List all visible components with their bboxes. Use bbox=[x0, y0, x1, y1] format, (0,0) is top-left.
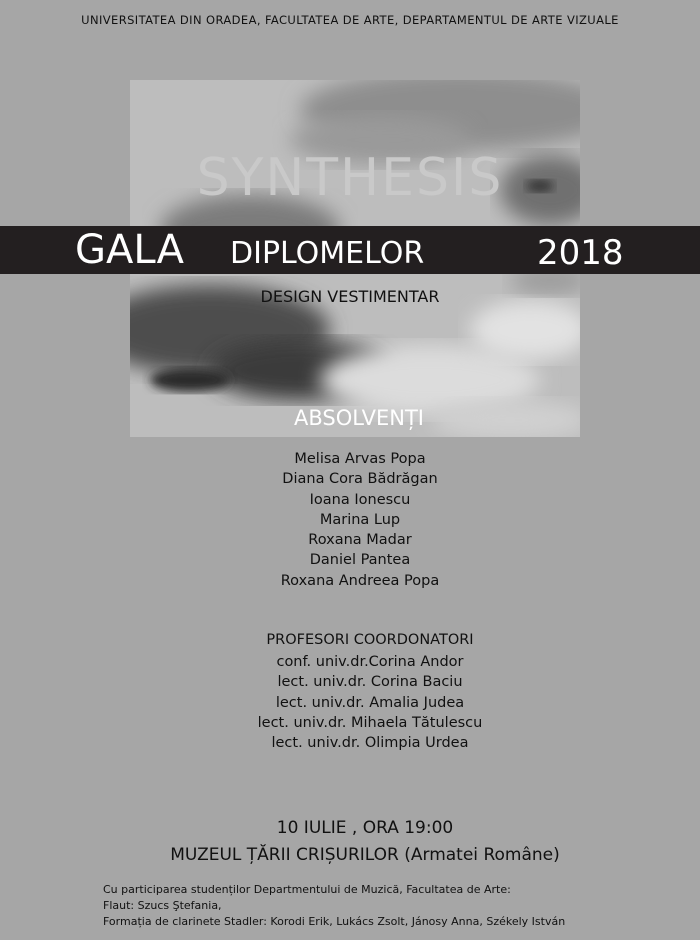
coordinator-name: lect. univ.dr. Olimpia Urdea bbox=[271, 735, 469, 752]
coordinator-name: lect. univ.dr. Mihaela Tătulescu bbox=[257, 714, 483, 731]
event-date: 10 IULIE , ORA 19:00 bbox=[276, 818, 454, 838]
graduate-name: Roxana Andreea Popa bbox=[280, 572, 440, 589]
title-gala: GALA bbox=[75, 227, 184, 273]
footer-credits bbox=[103, 882, 700, 930]
title-year: 2018 bbox=[537, 233, 624, 273]
coordinator-name: conf. univ.dr.Corina Andor bbox=[276, 654, 464, 670]
coordinator-name: lect. univ.dr. Corina Baciu bbox=[277, 674, 463, 691]
graduate-name: Diana Cora Bădrăgan bbox=[282, 471, 438, 488]
graduates-list bbox=[0, 449, 700, 591]
graduates-heading: ABSOLVENȚI bbox=[293, 406, 425, 430]
institution-header: UNIVERSITATEA DIN ORADEA, FACULTATEA DE ARTE, DEPARTAMENTUL DE ARTE VIZUALE bbox=[81, 13, 619, 27]
coordinators-list bbox=[0, 652, 700, 753]
footer-line: Cu participarea studenților Departmentului de Muzică, Facultatea de Arte: bbox=[103, 883, 511, 896]
graduate-name: Ioana Ionescu bbox=[309, 491, 411, 508]
coordinator-name: lect. univ.dr. Amalia Judea bbox=[275, 694, 465, 711]
event-venue: MUZEUL ȚĂRII CRIȘURILOR (Armatei Române) bbox=[170, 845, 560, 865]
graduate-name: Daniel Pantea bbox=[309, 552, 411, 569]
theme-title: SYNTHESIS bbox=[196, 148, 504, 208]
title-diplomelor: DIPLOMELOR bbox=[230, 236, 425, 271]
footer-line: Formația de clarinete Stadler: Korodi Erik, Lukács Zsolt, Jánosy Anna, Székely István bbox=[103, 915, 566, 928]
graduate-name: Roxana Madar bbox=[308, 532, 412, 549]
graduate-name: Melisa Arvas Popa bbox=[294, 451, 426, 467]
footer-line: Flaut: Szucs Ştefania, bbox=[103, 899, 222, 912]
coordinators-heading: PROFESORI COORDONATORI bbox=[266, 632, 474, 648]
subtitle: DESIGN VESTIMENTAR bbox=[260, 287, 440, 306]
graduate-name: Marina Lup bbox=[319, 511, 401, 528]
